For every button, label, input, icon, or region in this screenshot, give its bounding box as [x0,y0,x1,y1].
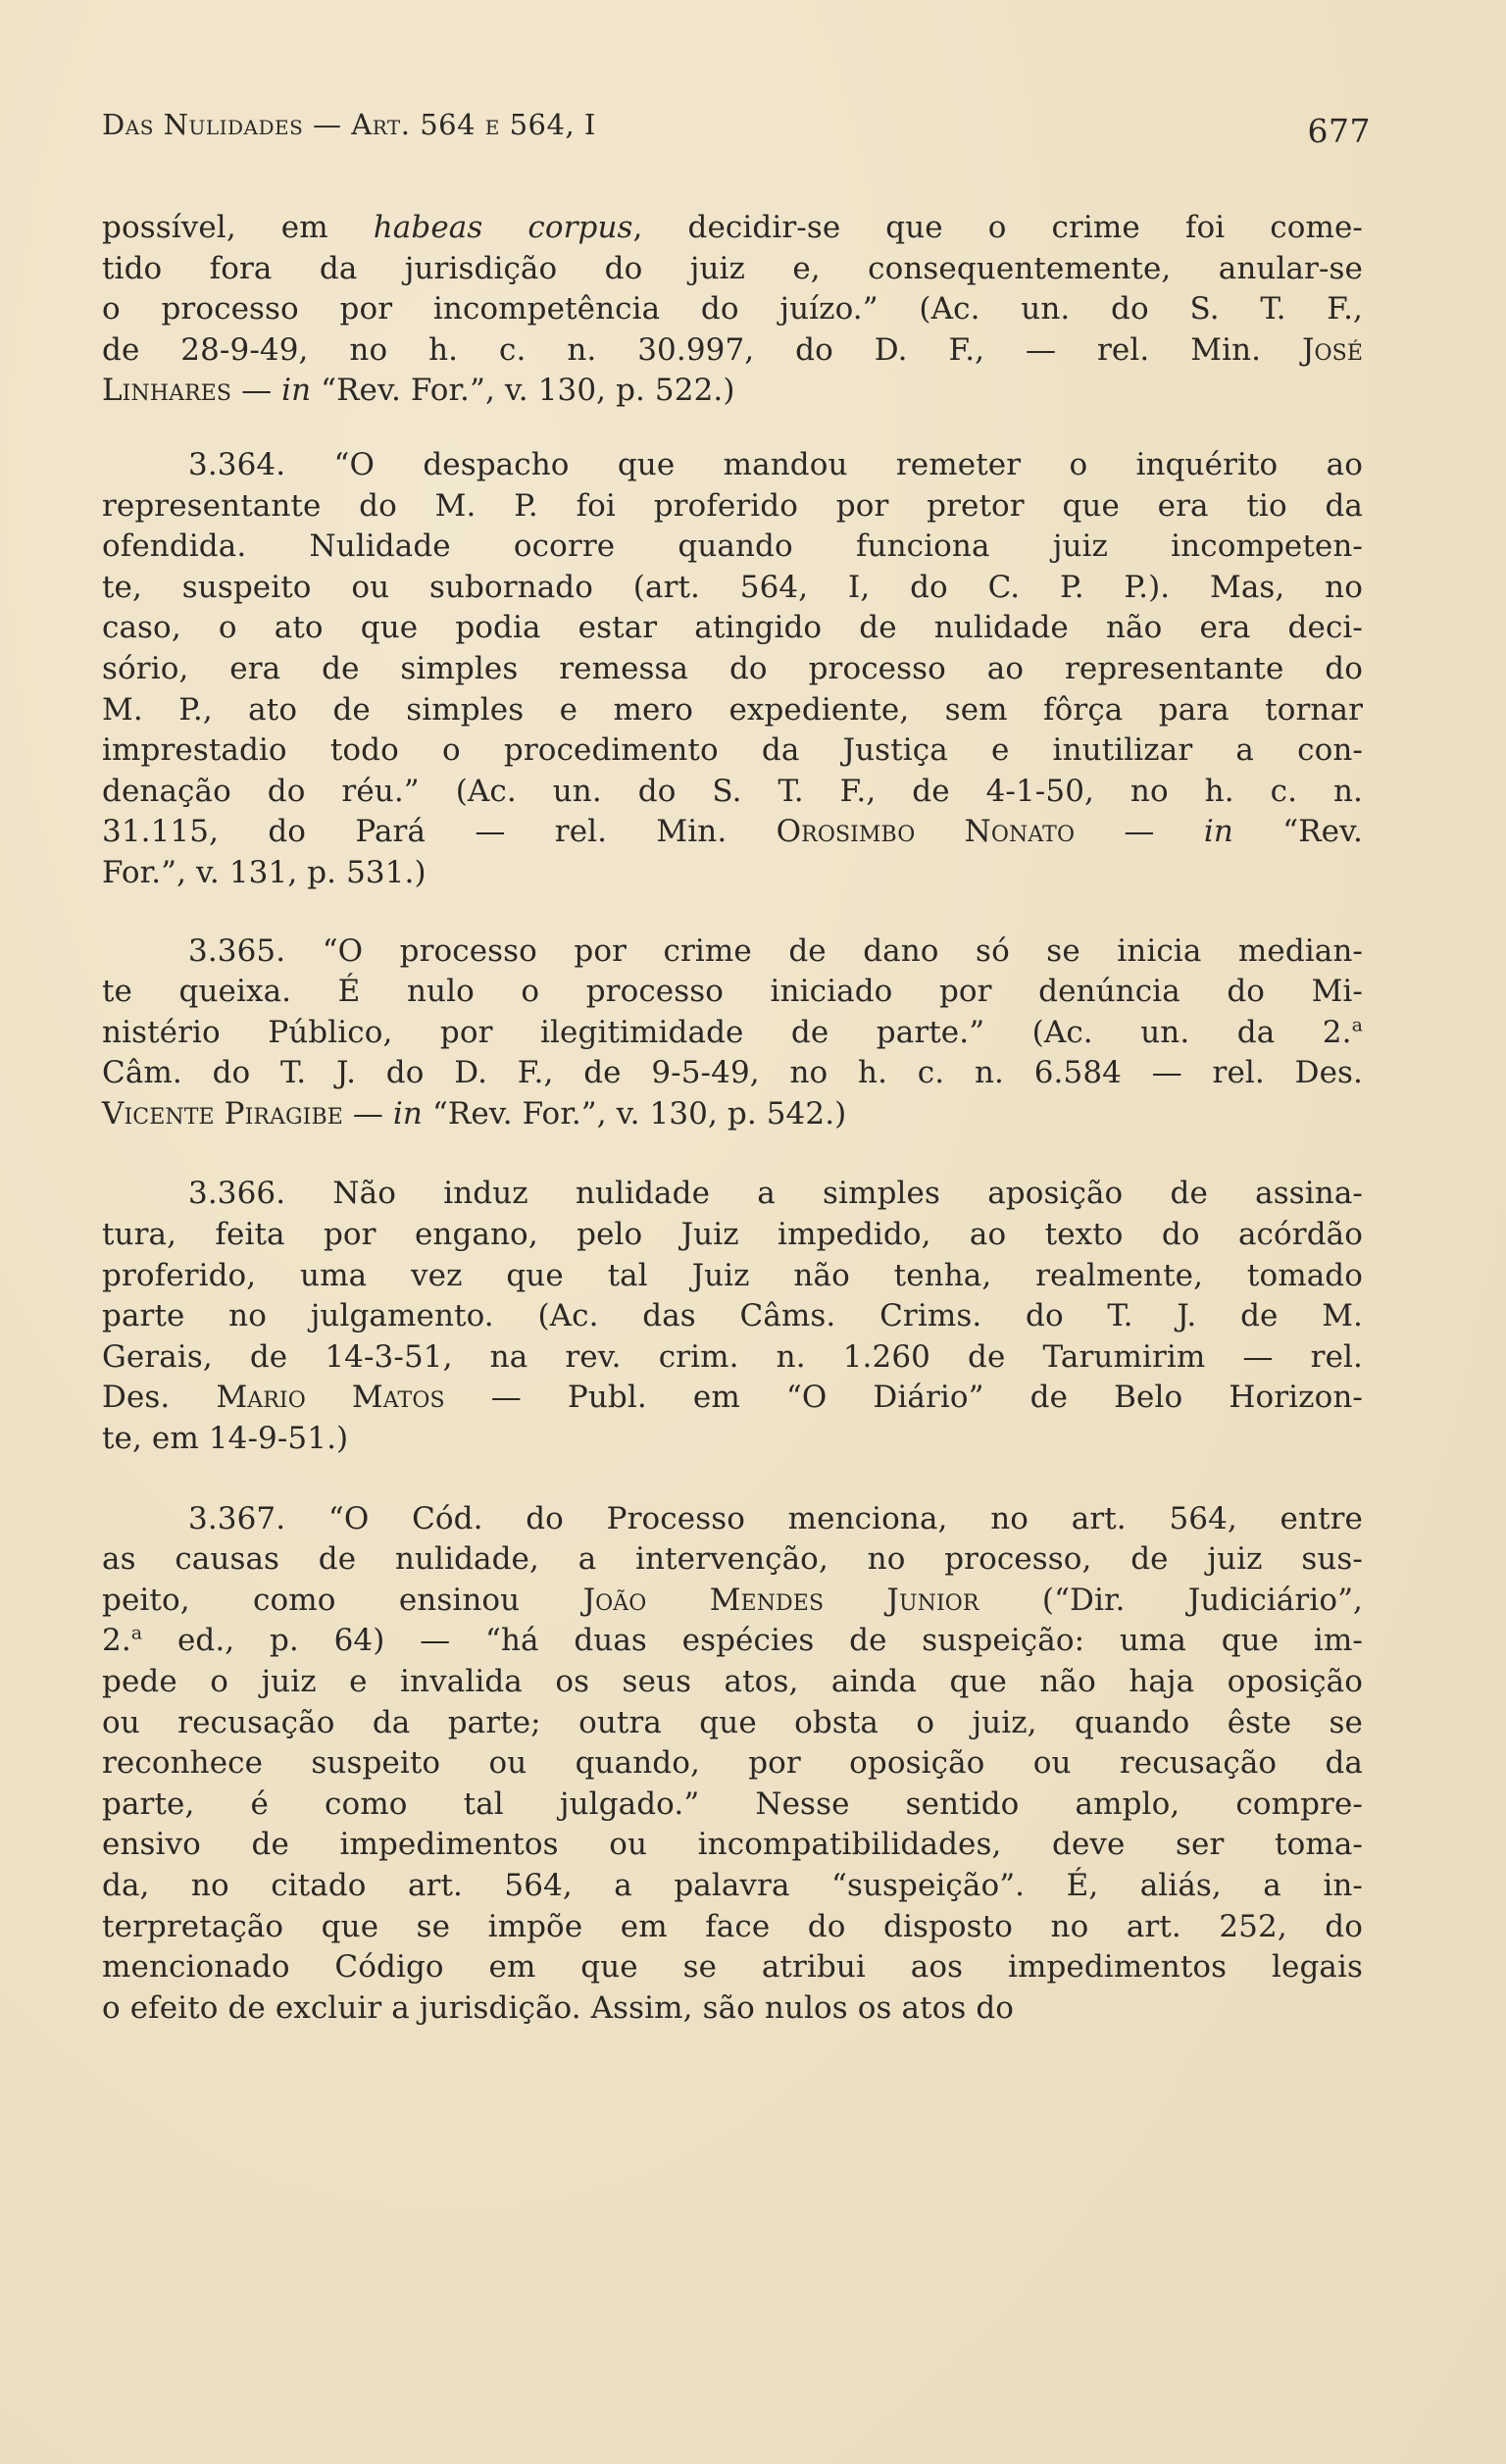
text-line [102,249,1363,290]
text-run: “O processo por crime de dano só se inicia median- [322,932,1363,969]
text-line [102,1378,1363,1419]
text-run: (“Dir. Judiciário”, [979,1582,1363,1618]
running-header [102,102,1371,150]
text-run: caso, o ato que podia estar atingido de nulidade não era deci- [102,610,1363,646]
text-line [102,812,1363,853]
text-line [102,527,1363,568]
text-line [102,1174,1363,1215]
paragraph-gap [102,1460,1363,1499]
text-run: 31.115, do Pará — rel. Min. [102,814,777,850]
text-run: ou recusação da parte; outra que obsta o juiz, quando êste se [102,1704,1363,1740]
text-run: sório, era de simples remessa do processo ao representante do [102,650,1363,686]
text-run: ofendida. Nulidade ocorre quando funciona juiz incompeten- [102,528,1363,565]
text-run: Des. [102,1380,217,1416]
text-line [102,1743,1363,1785]
text-line [102,1662,1363,1703]
text-run: tura, feita por engano, pelo Juiz impedido, ao texto do acórdão [102,1217,1363,1253]
text-run: mencionado Código em que se atribui aos impedimentos legais [102,1949,1363,1986]
text-line [102,1825,1363,1866]
text-line [102,1907,1363,1948]
text-line [102,371,1363,412]
text-line [102,690,1363,731]
paragraph-number: 3.364. [188,446,334,482]
text-line [102,649,1363,690]
text-line [102,1866,1363,1907]
text-run: ed., p. 64) — “há duas espécies de suspeição: uma que im- [142,1623,1363,1659]
text-line [102,608,1363,649]
text-line [102,1053,1363,1094]
paragraph-number: 3.366. [188,1176,333,1212]
small-caps-name: Orosimbo Nonato [776,814,1076,850]
small-caps-name: Mario Matos [216,1380,445,1416]
text-run: parte, é como tal julgado.” Nesse sentido amplo, compre- [102,1785,1363,1822]
text-run: reconhece suspeito ou quando, por oposição ou recusação da [102,1745,1363,1782]
paragraph-continuation [102,208,1363,412]
text-run: o processo por incompetência do juízo.” (Ac. un. do S. T. F., [102,291,1363,327]
text-run: te, em 14-9-51.) [102,1421,349,1457]
text-run: — [231,373,282,409]
text-line [102,1215,1363,1256]
text-run: imprestadio todo o procedimento da Justiça e inutilizar a con- [102,732,1363,769]
text-run: o efeito de excluir a jurisdição. Assim, são nulos os atos do [102,1989,1015,2026]
text-run: peito, como ensinou [102,1582,583,1618]
text-line [102,1499,1363,1540]
italic-text: in [392,1095,424,1131]
text-line [102,1581,1363,1622]
text-line [102,1296,1363,1337]
text-line [102,1094,1363,1135]
running-title-section: Das Nulidades [102,108,304,141]
text-line [102,931,1363,973]
text-run: Não induz nulidade a simples aposição de assina- [332,1176,1363,1212]
paragraph-3.364 [102,445,1363,894]
text-line [102,208,1363,249]
text-line [102,853,1363,894]
text-run: 2. [102,1623,131,1659]
text-run: as causas de nulidade, a intervenção, no processo, de juiz sus- [102,1541,1363,1578]
text-run: nistério Público, por ilegitimidade de parte.” (Ac. un. da 2. [102,1014,1352,1050]
italic-text: habeas corpus [373,210,633,245]
small-caps-name: João Mendes Junior [582,1582,979,1618]
paragraph-gap [102,1134,1363,1174]
text-run: — [342,1095,393,1131]
text-run: da, no citado art. 564, a palavra “suspeição”. É, aliás, a in- [102,1867,1363,1903]
text-run: “Rev. [1232,814,1363,850]
page-body [102,208,1363,2029]
text-line [102,1703,1363,1744]
text-line [102,1785,1363,1826]
text-run: parte no julgamento. (Ac. das Câms. Crims. do T. J. de M. [102,1298,1363,1334]
small-caps-name: José [1302,331,1363,368]
text-run: For.”, v. 131, p. 531.) [102,854,427,890]
paragraph-3.365 [102,931,1363,1135]
text-run: “Rev. For.”, v. 130, p. 542.) [423,1095,847,1131]
small-caps-name: Vicente Piragibe [102,1095,343,1131]
text-line [102,730,1363,772]
text-line [102,289,1363,330]
text-line [102,486,1363,528]
text-run: pede o juiz e invalida os seus atos, ainda que não haja oposição [102,1664,1363,1699]
text-run: Câm. do T. J. do D. F., de 9-5-49, no h. c. n. 6.584 — rel. Des. [102,1055,1363,1091]
running-title [102,108,596,141]
text-run: te queixa. É nulo o processo iniciado por denúncia do Mi- [102,974,1363,1010]
text-run: “O despacho que mandou remeter o inquérito ao [333,446,1363,482]
text-line [102,568,1363,609]
running-title-dash: — [303,108,352,141]
paragraph-number: 3.367. [188,1500,328,1536]
page-number: 677 [1307,112,1371,150]
italic-text: in [281,373,312,409]
text-run: ensivo de impedimentos ou incompatibilidades, deve ser toma- [102,1827,1363,1863]
text-run: — [1075,814,1204,850]
text-line [102,1621,1363,1662]
paragraph-gap [102,412,1363,445]
text-run: terpretação que se impõe em face do disposto no art. 252, do [102,1908,1363,1944]
superscript: a [130,1623,143,1645]
paragraph-3.367 [102,1499,1363,2030]
text-line [102,1256,1363,1297]
text-run: de 28-9-49, no h. c. n. 30.997, do D. F., — rel. Min. [102,331,1302,368]
text-line [102,445,1363,486]
text-line [102,1988,1363,2030]
text-run: , decidir-se que o crime foi come- [632,210,1363,245]
text-run: proferido, uma vez que tal Juiz não tenha, realmente, tomado [102,1257,1363,1293]
text-run: denação do réu.” (Ac. un. do S. T. F., de 4-1-50, no h. c. n. [102,773,1363,809]
text-line [102,1947,1363,1988]
text-line [102,1337,1363,1379]
small-caps-name: Linhares [102,373,232,409]
text-run: “Rev. For.”, v. 130, p. 522.) [311,373,735,409]
text-run: M. P., ato de simples e mero expediente, sem fôrça para tornar [102,691,1363,728]
italic-text: in [1203,814,1233,850]
superscript: a [1351,1014,1363,1036]
text-line [102,972,1363,1013]
text-run: tido fora da jurisdição do juiz e, consequentemente, anular-se [102,250,1363,286]
paragraph-gap [102,894,1363,931]
paragraph-3.366 [102,1174,1363,1459]
text-run: — Publ. em “O Diário” de Belo Horizon- [444,1380,1363,1416]
text-line [102,330,1363,372]
text-run: possível, em [102,210,374,245]
text-line [102,1539,1363,1581]
text-line [102,1013,1363,1054]
text-run: representante do M. P. foi proferido por pretor que era tio da [102,487,1363,524]
text-run: “O Cód. do Processo menciona, no art. 564, entre [327,1500,1363,1536]
text-run: Gerais, de 14-3-51, na rev. crim. n. 1.260 de Tarumirim — rel. [102,1338,1363,1375]
text-line [102,1419,1363,1460]
text-run: te, suspeito ou subornado (art. 564, I, do C. P. P.). Mas, no [102,569,1363,605]
paragraph-number: 3.365. [188,932,323,969]
text-line [102,772,1363,813]
running-title-article: Art. 564 e 564, I [351,108,596,141]
